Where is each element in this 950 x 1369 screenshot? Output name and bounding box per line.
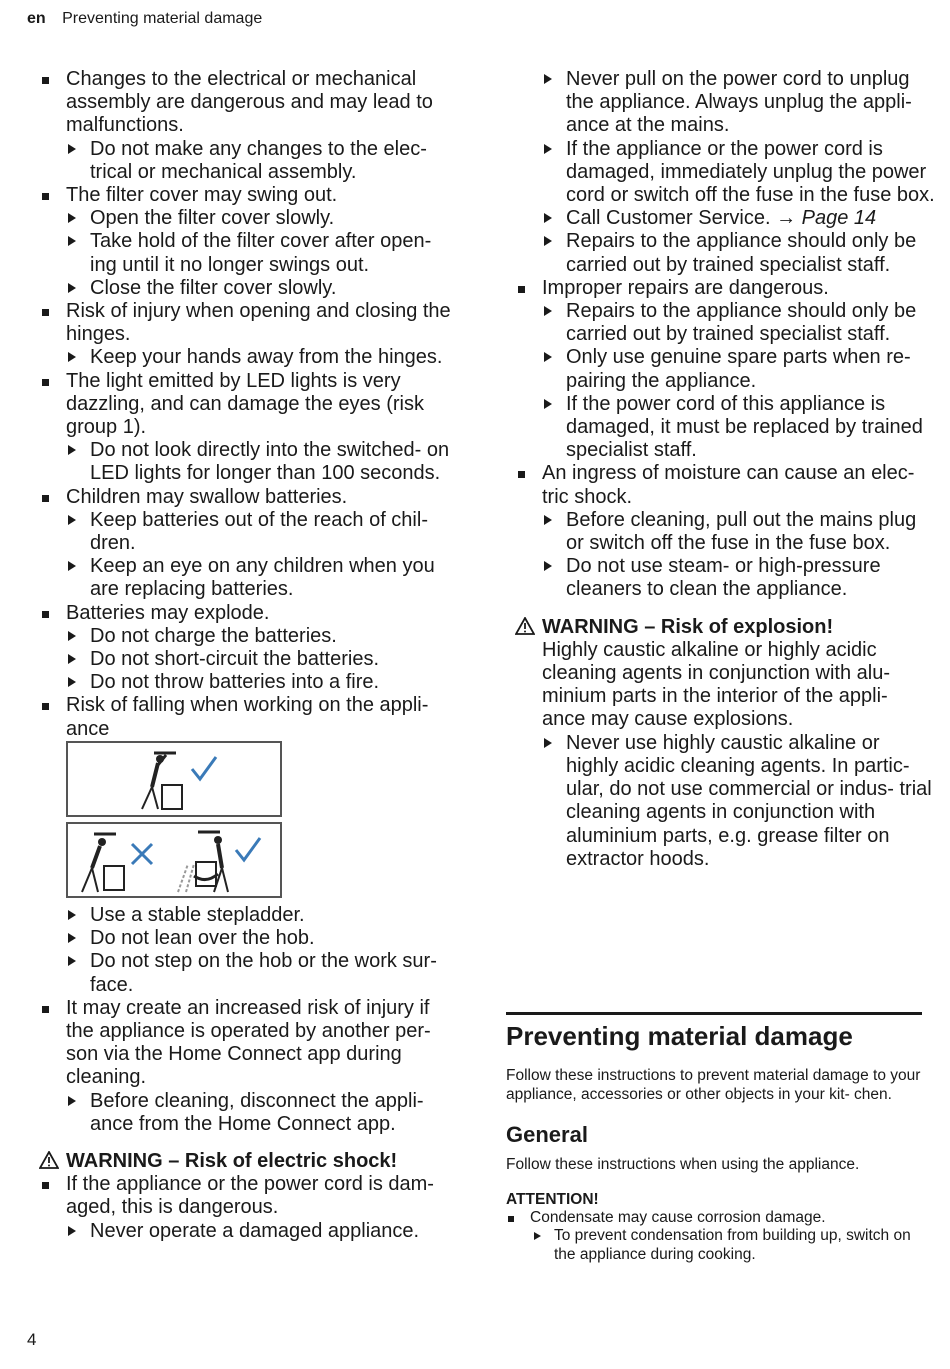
list-item: Repairs to the appliance should only be carried out by trained specialist staff. — [516, 230, 936, 276]
language-code: en — [27, 10, 46, 27]
list-item: Keep batteries out of the reach of chil- dren. — [40, 509, 460, 555]
header-title: Preventing material damage — [62, 10, 263, 27]
list-item: To prevent condensation from building up, switch on the appliance during cooking. — [506, 1227, 922, 1264]
left-column — [40, 68, 460, 1243]
wrong-and-correct-ladder-figure — [66, 822, 282, 898]
warning-triangle-icon — [39, 1151, 59, 1169]
warning-heading: WARNING – Risk of electric shock! — [40, 1150, 460, 1173]
list-item: Children may swallow batteries. — [40, 486, 460, 509]
home-connect-name: Home Connect — [217, 1112, 352, 1135]
list-item: Do not look directly into the switched- on LED lights for longer than 100 seconds. — [40, 439, 460, 485]
section-intro: Follow these instructions to prevent material damage to your appliance, accessories or other objects in your kit- chen. — [506, 1067, 921, 1103]
list-item: Changes to the electrical or mechanical assembly are dangerous and may lead to malfunctions. — [40, 68, 460, 138]
list-item: Before cleaning, pull out the mains plug or switch off the fuse in the fuse box. — [516, 509, 936, 555]
attention-label: ATTENTION! — [506, 1190, 599, 1208]
subsection-text: Follow these instructions when using the appliance. — [506, 1156, 860, 1174]
page-number: 4 — [27, 1330, 37, 1349]
section-title: Preventing material damage — [506, 1021, 853, 1051]
list-item: It may create an increased risk of injury if the appliance is operated by another per- son via the Home Connect app during cleaning. — [40, 997, 460, 1090]
list-item: Do not make any changes to the elec- trical or mechanical assembly. — [40, 138, 460, 184]
section-rule — [506, 1012, 922, 1015]
list-item: If the power cord of this appliance is damaged, it must be replaced by trained specialist staff. — [516, 393, 936, 463]
list-item: Do not throw batteries into a fire. — [40, 671, 460, 694]
list-item: Only use genuine spare parts when re- pairing the appliance. — [516, 346, 936, 392]
warning-heading: WARNING – Risk of explosion! — [516, 616, 936, 639]
list-item: If the appliance or the power cord is dam- aged, this is dangerous. — [40, 1173, 460, 1219]
list-item: Do not step on the hob or the work sur- face. — [40, 950, 460, 996]
list-item: Call Customer Service. → Page 14 — [516, 207, 936, 230]
stepladder-illustration — [66, 741, 460, 898]
material-damage-section — [506, 1012, 922, 1265]
page-reference-link[interactable]: → Page 14 — [776, 207, 877, 230]
list-item: Close the filter cover slowly. — [40, 277, 460, 300]
list-item: Condensate may cause corrosion damage. — [506, 1209, 922, 1228]
list-item: Never pull on the power cord to unplug the appliance. Always unplug the appli- ance at the mains. — [516, 68, 936, 138]
list-item: Use a stable stepladder. — [40, 904, 460, 927]
list-item: Before cleaning, disconnect the appli- ance from the Home Connect app. — [40, 1090, 460, 1136]
list-item: Never use highly caustic alkaline or highly acidic cleaning agents. In partic- ular, do not use commercial or indus- trial cleaning agents in conjunction with aluminium parts, e.g. grease filter on extractor hoods. — [516, 732, 936, 871]
list-item: Repairs to the appliance should only be carried out by trained specialist staff. — [516, 300, 936, 346]
list-item: Do not short-circuit the batteries. — [40, 648, 460, 671]
warning-text: Highly caustic alkaline or highly acidic cleaning agents in conjunction with alu- minium parts in the interior of the appli- ance may cause explosions. — [542, 638, 890, 731]
list-item: Risk of falling when working on the appli- ance — [40, 694, 460, 740]
warning-triangle-icon — [515, 617, 535, 635]
list-item: Batteries may explode. — [40, 602, 460, 625]
list-item: Keep your hands away from the hinges. — [40, 346, 460, 369]
list-item: Open the filter cover slowly. — [40, 207, 460, 230]
list-item: Risk of injury when opening and closing the hinges. — [40, 300, 460, 346]
list-item: An ingress of moisture can cause an elec- tric shock. — [516, 462, 936, 508]
page-header — [27, 10, 262, 28]
correct-ladder-figure — [66, 741, 282, 817]
right-column — [516, 68, 936, 871]
list-item: Do not use steam- or high-pressure cleaners to clean the appliance. — [516, 555, 936, 601]
list-item: Keep an eye on any children when you are replacing batteries. — [40, 555, 460, 601]
list-item: Never operate a damaged appliance. — [40, 1220, 460, 1243]
list-item: The light emitted by LED lights is very dazzling, and can damage the eyes (risk group 1). — [40, 370, 460, 440]
list-item: Do not lean over the hob. — [40, 927, 460, 950]
list-item: If the appliance or the power cord is damaged, immediately unplug the power cord or switch off the fuse in the fuse box. — [516, 138, 936, 208]
subsection-title: General — [506, 1122, 588, 1148]
list-item: Improper repairs are dangerous. — [516, 277, 936, 300]
list-item: Do not charge the batteries. — [40, 625, 460, 648]
home-connect-name: Home Connect — [168, 1043, 302, 1066]
list-item: Take hold of the filter cover after open- ing until it no longer swings out. — [40, 230, 460, 276]
list-item: The filter cover may swing out. — [40, 184, 460, 207]
